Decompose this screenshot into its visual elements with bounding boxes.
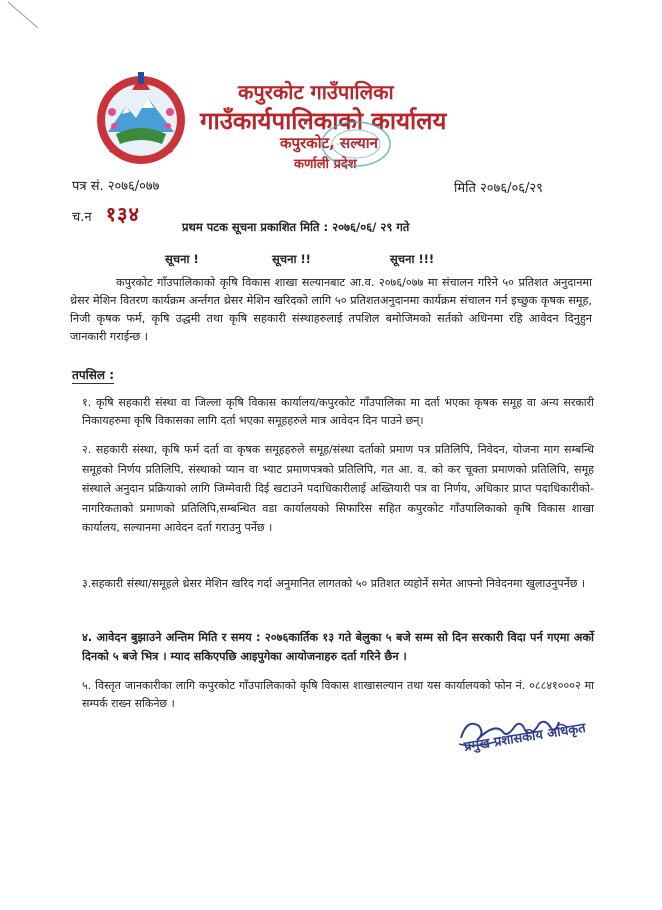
office-name: गाउँकार्यपालिकाको कार्यालय: [200, 107, 447, 135]
dispatch-number-row: [72, 200, 140, 227]
detail-item-1: १. कृषि सहकारी संस्था वा जिल्ला कृषि विकास कार्यालय/कपुरकोट गाँउपालिका मा दर्ता भएका कृषक समूह वा अन्य सरकारी निकायहरुमा कृषि विकासका लागि दर्ता भएका समूहहरुले मात्र आवेदन दिन पाउने छन्।: [82, 396, 594, 427]
office-stamp: [318, 118, 394, 170]
nepal-emblem-logo: [92, 70, 190, 166]
notice-heading-2: सूचना !!: [272, 252, 311, 266]
office-address: कपुरकोट, सल्यान: [280, 134, 378, 152]
dispatch-label: च.न: [72, 210, 92, 225]
intro-paragraph: कपुरकोट गाँउपालिकाको कृषि विकास शाखा सल्यानबाट आ.व. २०७६/०७७ मा संचालन गरिने ५० प्रतिशत अनुदानमा थ्रेसर मेशिन वितरण कार्यक्रम अर्न्तगत थ्रेसर मेशिन खरिदको लागि ५० प्रतिशतअनुदानमा कार्यक्रम संचालन गर्न इच्छुक कृषक समूह, निजी कृषक फर्म, कृषि उद्धमी तथा कृषि सहकारी संस्थाहरुलाई तपशिल बमोजिमको सर्तको अधिनमा रहि आवेदन दिनुहुन जानकारी गराईन्छ ।: [70, 276, 592, 343]
letter-date: मिति २०७६/०६/२९: [454, 181, 543, 196]
detail-item-2: २. सहकारी संस्था, कृषि फर्म दर्ता वा कृषक समूहहरुले समूह/संस्था दर्ताको प्रमाण पत्र प्रतिलिपि, निवेदन, योजना माग सम्बन्धि समूहको निर्णय प्रतिलिपि, संस्थाको प्यान वा भ्याट प्रमाणपत्रको प्रतिलिपि, गत आ. व. को कर चूक्ता प्रमाणको प्रतिलिपि, समूह संस्थाले अनुदान प्रक्रियाको लागि जिम्मेवारी दिई खटाउने पदाधिकारीलाई अख्तियारी पत्र वा निर्णय, अधिकार प्राप्त पदाधिकारीको- नागरिकताको प्रमाणको प्रतिलिपि,सम्बन्धित वडा कार्यालयको सिफारिस सहित कपुरकोट गाँउपालिकाको कृषि विकास शाखा कार्यालय, सल्यानमा आवेदन दर्ता गराउनु पर्नेछ ।: [82, 443, 594, 535]
detail-item-3: ३.सहकारी संस्था/समूहले थ्रेसर मेशिन खरिद गर्दा अनुमानित लागतको ५० प्रतिशत व्यहोर्ने समेत आफ्नो निवेदनमा खुलाउनुपर्नेछ ।: [82, 577, 586, 590]
dispatch-number: १३४: [105, 202, 140, 226]
signatory-title: प्रमुख प्रशासकीय अधिकृत: [463, 720, 587, 755]
notice-heading-3: सूचना !!!: [390, 252, 435, 266]
detail-item-5-contact: ५. विस्तृत जानकारीका लागि कपुरकोट गाँउपालिकाको कृषि विकास शाखासल्यान तथा यस कार्यालयको फोन नं. ०८८४१०००२ मा सम्पर्क राख्न सकिनेछ ।: [82, 679, 594, 710]
corner-fold-mark: [0, 0, 40, 30]
detail-item-4-deadline: ४. आवेदन बुझाउने अन्तिम मिति र समय : २०७६कार्तिक १३ गते बेलुका ५ बजे सम्म सो दिन सरकारी विदा पर्न गएमा अर्को दिनको ५ बजे भित्र । म्याद सकिएपछि आइपुगेका आयोजनाहरु दर्ता गरिने छैन ।: [82, 631, 594, 663]
province-name: कर्णाली प्रदेश: [294, 157, 357, 172]
reference-number: पत्र सं. २०७६/०७७: [72, 179, 160, 194]
org-name: कपुरकोट गाउँपालिका: [238, 80, 394, 104]
first-published-line: प्रथम पटक सूचना प्रकाशित मिति : २०७६/०६/ २९ गते: [182, 220, 410, 234]
notice-heading-1: सूचना !: [165, 252, 199, 266]
details-heading: तपसिल :: [72, 368, 114, 382]
